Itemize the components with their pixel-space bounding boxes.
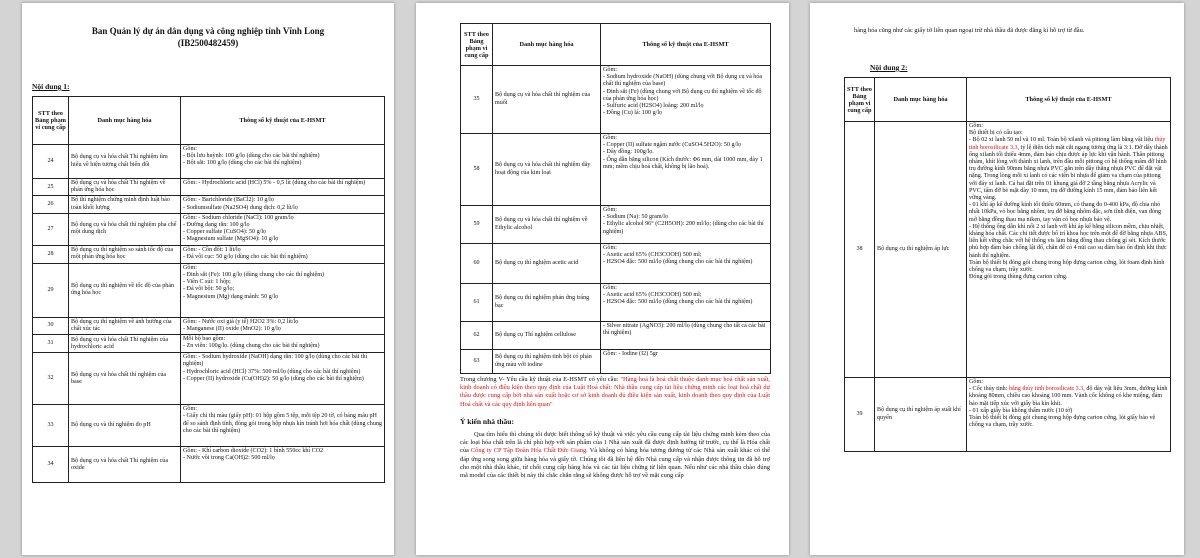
item-spec xyxy=(181,405,385,447)
row-number: 31 xyxy=(33,335,69,353)
contractor-opinion-text xyxy=(460,431,770,480)
spec-text-part-1: Gồm: - Cốc thủy tinh: xyxy=(969,379,1008,393)
spec-text-part-2: , tỷ lệ diện tích mặt cắt ngang tương ứng là 3:1. Đỡ dây thành ống xilanh tối thiểu 4mm, đảm bảo chịu được áp lực khi vận hành. Thân pittong nhám, khít lòng với thành xi lanh, trên đầu mỗi pittong có hệ thống mâm đỡ hình trụ đường kính 90mm bằng nhựa PVC gắn trên dây thẳng nhựa PVC để đặt vật nặng. Trong lòng mỗi xi lanh có các viên bi nhựa để giảm va chạm của pittong với đáy xi lanh. Cả hai đặt trên 01 khung giá đỡ 2 tầng bằng nhựa Acrylic và PVC, tấm đỡ bè mặt dày 10 mm, trụ đỡ đường kính 15 mm, đảm bảo liên kết vững vàng. - 01 khí áp kế đường kính tối thiểu 60mm, có thang đo 0-400 kPa, độ chia nhỏ nhất 10kPa, vỏ bọc bằng nhôm, trụ đỡ bằng nhôm đặc, sơn tĩnh điện, van đóng mở bằng đồng thau mạ niken, tay vặn có bọc nhựa bảo vệ. - Hệ thống ống dẫn khí nối 2 xi lanh với khí áp kế bằng silicon mềm, chịu nhiệt, kháng hóa chất. Các chi tiết được bố trí khoa học trên một đế đỡ bằng nhựa ABS, liên kết vững chắc với hệ thống vis làm bằng đồng thau chống gỉ sét. Kích thước phù hợp đảm bảo chống lật đổ, chân đế có 4 núi cao su đảm bảo ổn định khi thực hành thí nghiệm. Toàn bộ thiết bị đóng gói chung trong hộp đựng carton cứng, lót foam định hình chống va chạm, trầy xước. Đóng gói trong thùng đựng carton cứng. xyxy=(969,144,1168,281)
item-name: Bộ dụng cụ thí nghiệm áp suất khí quyển xyxy=(875,378,967,452)
spec-table-page-2 xyxy=(460,23,771,374)
item-spec-text: Gồm: - Cồn đốt: 1 lít/lọ - Đá vôi cục: 50 g/lọ (dùng cho các bài thí nghiệm) xyxy=(183,246,308,261)
item-spec xyxy=(181,179,385,196)
item-spec-text: Gồm: - Axetic acid 65% (CH3COOH) 500 ml; - H2SO4 đặc: 500 ml/lọ (dùng chung cho các bài thí nghiệm) xyxy=(603,245,753,266)
spec-table-page-3 xyxy=(844,77,1171,452)
item-spec xyxy=(967,122,1171,378)
item-spec xyxy=(181,245,385,263)
row-number: 39 xyxy=(845,378,875,452)
row-number: 60 xyxy=(461,244,493,284)
item-spec-text xyxy=(969,123,1168,281)
table-row xyxy=(461,134,771,206)
item-name: Bộ dụng cụ và hóa chất Thí nghiệm tìm hiểu về hiện tượng chất biến đổi xyxy=(69,145,181,179)
item-spec-text: Gồm: - Axetic acid 65% (CH3COOH) 500 ml; - H2SO4 đặc: 500 ml/lọ (dùng chung cho các bài thí nghiệm) xyxy=(603,285,753,306)
item-spec-text: Gồm: - Khí carbon dioxide (CO2): 1 bình 550cc khí CO2 - Nước vôi trong Ca(OH)2: 500 ml/lọ xyxy=(183,448,324,462)
table-row xyxy=(33,353,385,405)
row-number: 34 xyxy=(33,447,69,483)
table-header-row xyxy=(845,78,1171,122)
header-stt: STT theo Bảng phạm vi cung cấp xyxy=(461,24,493,66)
opinion-text-part-1: Qua tìm hiểu thì chúng tôi được biết thông số kỹ thuật và việc yêu cầu cung cấp tài liệu chứng minh kèm theo của các loại hóa chất trên là chỉ phù hợp với sản phẩm của 1 Nhà sản xuất đã được định hướng từ trước, cụ thể là Hóa chất của xyxy=(460,431,770,455)
table-row xyxy=(461,322,771,350)
item-spec xyxy=(181,213,385,245)
continued-opinion-text: hàng hóa cũng như các giấy tờ liên quan ngoại trừ nhà thầu đã được đăng kí hỗ trợ từ đầu. xyxy=(854,27,1085,34)
item-name: Bộ dụng cụ và hóa chất thí nghiệm pha chế một dung dịch xyxy=(69,213,181,245)
header-spec: Thông số kỹ thuật của E-HSMT xyxy=(601,24,771,66)
row-number: 61 xyxy=(461,284,493,322)
row-number: 26 xyxy=(33,196,69,213)
spec-text-part-1: Gồm: Bộ thiết bị có cấu tạo: - Bộ 02 xi lanh 50 ml và 10 ml. Toàn bộ xilanh và pittong làm bằng vật liệu xyxy=(969,123,1154,144)
item-name: Bộ dụng cụ và hóa chất Thí nghiệm của hydrochloric acid xyxy=(69,335,181,353)
table-row xyxy=(33,245,385,263)
item-name: Bộ thí nghiệm chứng minh định luật bảo toàn khối lượng xyxy=(69,196,181,213)
row-number: 27 xyxy=(33,213,69,245)
spec-material-highlight: bằng thủy tinh borosilicate 3.3 xyxy=(1008,386,1084,393)
table-row xyxy=(33,196,385,213)
table-row xyxy=(33,263,385,317)
item-name: Bộ dụng cụ thí nghiệm phản ứng tráng bạc xyxy=(493,284,601,322)
item-spec xyxy=(181,263,385,317)
section-label-content-2: Nội dung 2: xyxy=(870,63,908,72)
item-spec-text: Gồm: - Nước oxi già (y tế) H2O2 3%: 0,2 lít/lọ - Manganese (II) oxide (MnO2): 10 g/lọ xyxy=(183,318,299,333)
table-row xyxy=(33,213,385,245)
item-spec-text: Gồm: - Bột lưu huỳnh: 100 g/lọ (dùng cho các bài thí nghiệm) - Bột sắt: 100 g/lọ (dùng cho các bài thí nghiệm) xyxy=(183,146,320,167)
item-spec-text xyxy=(969,379,1168,429)
item-spec-text: Gồm: - Barichloride (BaCl2): 10 g/lọ - Sodiumsulfate (Na2SO4) dung dịch: 0,2 lít/lọ xyxy=(183,197,298,211)
item-spec-text: Gồm: - Sodium hydroxide (NaOH) (dùng chung với Bộ dụng cụ và hóa chất thí nghiệm của base) - Đinh sắt (Fe) (dùng chung với Bộ dụng cụ thí nghiệm về tốc độ của phản ứng hóa học) - Sulfuric acid (H2SO4) loãng: 200 ml/lọ - Đồng (Cu) lá: 100 g/lọ xyxy=(603,67,763,117)
table-row xyxy=(461,244,771,284)
table-row xyxy=(461,284,771,322)
table-row xyxy=(33,447,385,483)
document-page-3 xyxy=(810,3,1184,555)
item-spec-text: Gồm: - Sodium (Na): 50 gram/lọ - Ethylic alcohol 96° (C2H5OH): 200 ml/lọ; (dùng cho các bài thí nghiệm) xyxy=(603,207,764,235)
row-number: 35 xyxy=(461,66,493,134)
header-item: Danh mục hàng hóa xyxy=(875,78,967,122)
section-label-content-1: Nội dung 1: xyxy=(32,82,70,91)
item-spec xyxy=(181,145,385,179)
document-page-2 xyxy=(416,3,789,555)
row-number: 29 xyxy=(33,263,69,317)
spec-material-highlight: thủy tinh borosilicate 3.3 xyxy=(969,137,1166,151)
item-spec xyxy=(967,378,1171,452)
item-name: Bộ dụng cụ Thí nghiệm cellulose xyxy=(493,322,601,350)
item-spec-text: - Silver nitrate (AgNO3): 200 ml/lọ (dùng chung cho tất cả các bài thí nghiệm) xyxy=(603,323,766,337)
item-name: Bộ dụng cụ thí nghiệm so sánh tốc độ của một phản ứng hóa học xyxy=(69,245,181,263)
row-number: 28 xyxy=(33,245,69,263)
row-number: 58 xyxy=(461,134,493,206)
row-number: 59 xyxy=(461,206,493,244)
document-title: Ban Quản lý dự án dân dụng và công nghiệp tỉnh Vĩnh Long xyxy=(91,26,325,36)
item-name: Bộ dụng cụ thí nghiệm acetic acid xyxy=(493,244,601,284)
item-spec-text: Gồm: - Copper (II) sulfate ngậm nước (CuSO4.5H2O): 50 g/lọ - Dây đồng: 100g/lọ. - Ống dẫn bằng silicon (Kích thước: Φ6 mm, dài 1000 mm, dày 1 mm; mềm chịu hoá chất, không bị lão hoá). xyxy=(603,135,763,170)
row-number: 24 xyxy=(33,145,69,179)
opinion-manufacturer-name: Công ty CP Tập Đoàn Hóa Chất Đức Giang xyxy=(470,447,587,455)
item-spec-text: Gồm: - Giấy chỉ thị màu (giấy pH): 01 hộp gồm 5 tệp, mỗi tệp 20 tờ, có bảng màu pH để so sánh định tính, đóng gói trong hộp nhựa kín tránh hơi hóa chất (dùng chung cho các bài thí nghiệm) xyxy=(183,406,382,434)
table-row xyxy=(845,122,1171,378)
item-name: Bộ dụng cụ và hóa chất thí nghiệm của muối xyxy=(493,66,601,134)
item-name: Bộ dụng cụ và hóa chất Thí nghiệm về phản ứng hóa học xyxy=(69,179,181,196)
contractor-opinion-title: Ý kiến nhà thầu: xyxy=(460,417,514,426)
item-name: Bộ dụng cụ và hóa chất Thí nghiệm của oxide xyxy=(69,447,181,483)
header-item: Danh mục hàng hóa xyxy=(493,24,601,66)
row-number: 33 xyxy=(33,405,69,447)
item-name: Bộ dụng cụ và hóa chất thí nghiệm của base xyxy=(69,353,181,405)
row-number: 62 xyxy=(461,322,493,350)
item-name: Bộ dụng cụ thí nghiệm tinh bột có phản ứng màu với iodine xyxy=(493,350,601,374)
document-code: (IB2500482459) xyxy=(177,38,239,48)
item-spec-text: Gồm: - Sodium chloride (NaCl): 100 gram/lọ - Đường dạng rắn: 100 g/lọ - Copper sulfate (CuSO4): 50 g/lọ - Magnesium sulfate (MgSO4): 10 g/lọ xyxy=(183,214,294,243)
table-row xyxy=(845,378,1171,452)
table-row xyxy=(33,405,385,447)
item-name: Bộ dụng cụ và hóa chất thí nghiệm về Ethylic alcohol xyxy=(493,206,601,244)
header-spec: Thông số kỹ thuật của E-HSMT xyxy=(967,78,1171,122)
header-item: Danh mục hàng hóa xyxy=(69,97,181,145)
requirement-note xyxy=(460,376,770,409)
item-spec xyxy=(601,244,771,284)
table-row xyxy=(461,350,771,374)
item-spec xyxy=(601,284,771,322)
opinion-text-part-2: . Và không có hàng hóa tương đương từ các Nhà sản xuất khác có thể đáp ứng song song giữa hàng hóa và giấy tờ. Chúng tôi đã liên hệ đến Nhà cung cấp và nhận được thông tin đã hỗ trợ cho một nhà thầu khác, từ chối cung cấp hàng hóa và các tài liệu chứng từ liên quan. Nếu như các nhà thầu chào đúng mã model của các thiết bị này thì chắc chắn rằng sẽ không được hỗ trợ về mặt cung cấp xyxy=(460,447,770,480)
item-spec xyxy=(601,134,771,206)
requirement-note-quote: "Hàng hoá là hoá chất thuộc danh mục hoá chất sản xuất, kinh doanh có điều kiện theo quy định của Luật Hoá chất: Nhà thầu cung cấp tài liệu chứng minh các loại hoá chất dự thầu được cung cấp bởi nhà sản xuất hoặc cơ sở kinh doanh đủ điều kiện sản xuất, kinh doanh theo quy định của Luật Hoá chất và các quy định liên quan" xyxy=(460,376,770,408)
item-spec xyxy=(601,206,771,244)
item-spec xyxy=(601,350,771,374)
table-row xyxy=(461,66,771,134)
table-row xyxy=(33,335,385,353)
item-spec xyxy=(181,353,385,405)
item-spec xyxy=(181,196,385,213)
table-row xyxy=(33,317,385,334)
table-row xyxy=(461,206,771,244)
header-spec: Thông số kỹ thuật của E-HSMT xyxy=(181,97,385,145)
item-spec-text: Gồm: - Iodine (I2) 5gr xyxy=(603,351,658,357)
table-header-row xyxy=(33,97,385,145)
spec-table-page-1 xyxy=(32,96,385,483)
requirement-note-prefix: Trong chương V- Yêu cầu kỹ thuật của E-HSMT có yêu cầu: xyxy=(460,376,621,383)
row-number: 38 xyxy=(845,122,875,378)
item-spec xyxy=(181,447,385,483)
row-number: 63 xyxy=(461,350,493,374)
table-row xyxy=(33,179,385,196)
item-spec xyxy=(601,322,771,350)
item-spec-text: Mỗi bộ bao gồm: - Zn viên: 100g/lọ. (dùng chung cho các bài thí nghiệm) xyxy=(183,336,320,350)
header-stt: STT theo Bảng phạm vi cung cấp xyxy=(845,78,875,122)
item-name: Bộ dụng cụ thí nghiệm về tốc độ của phản ứng hóa học xyxy=(69,263,181,317)
item-spec xyxy=(601,66,771,134)
table-header-row xyxy=(461,24,771,66)
item-name: Bộ dụng cụ và hóa chất thí nghiệm dãy hoạt động của kim loại xyxy=(493,134,601,206)
document-page-1 xyxy=(22,3,394,555)
row-number: 25 xyxy=(33,179,69,196)
item-name: Bộ dụng cụ thí nghiệm về ảnh hưởng của chất xúc tác xyxy=(69,317,181,334)
table-row xyxy=(33,145,385,179)
item-spec-text: Gồm: - Sodium hydroxide (NaOH) dạng rắn: 100 g/lọ (dùng cho các bài thí nghiệm) - Hydrochloric acid (HCl) 37%: 500 ml/lọ (dùng cho các bài thí nghiệm) - Copper (II) hydroxide (Cu(OH)2): 50 g/lọ (dùng cho các bài thí nghiệm) xyxy=(183,354,368,382)
item-spec xyxy=(181,335,385,353)
item-spec-text: Gồm: - Đinh sắt (Fe): 100 g/lọ (dùng chung cho các thí nghiệm) - Viên C sủi: 1 hộp; - Đá vôi bột: 50 g/lọ; - Magnesium (Mg) dạng mảnh: 50 g/lọ xyxy=(183,264,324,300)
item-spec-text: Gồm: - Hydrochloric acid (HCl) 5% - 0,5 lít (dùng cho các bài thí nghiệm) xyxy=(183,180,366,186)
spec-text-part-2: , độ dày vật liệu 3mm, đường kính khoảng 80mm, chiều cao khoảng 100 mm. Vành cốc không có khe miệng, đảm bảo mặt tiếp xúc với giấy bìa kín khít. - 01 xấp giấy bìa không thấm nước (10 tờ) Toàn bộ thiết bị đóng gói chung trong hộp đựng carton cứng, lót giấy bảo vệ chống va chạm, trầy xước. xyxy=(969,386,1168,429)
item-name: Bộ dụng cụ và thí nghiệm đo pH xyxy=(69,405,181,447)
item-spec xyxy=(181,317,385,334)
row-number: 32 xyxy=(33,353,69,405)
row-number: 30 xyxy=(33,317,69,334)
item-name: Bộ dụng cụ thí nghiệm áp lực xyxy=(875,122,967,378)
header-stt: STT theo Bảng phạm vi cung cấp xyxy=(33,97,69,145)
